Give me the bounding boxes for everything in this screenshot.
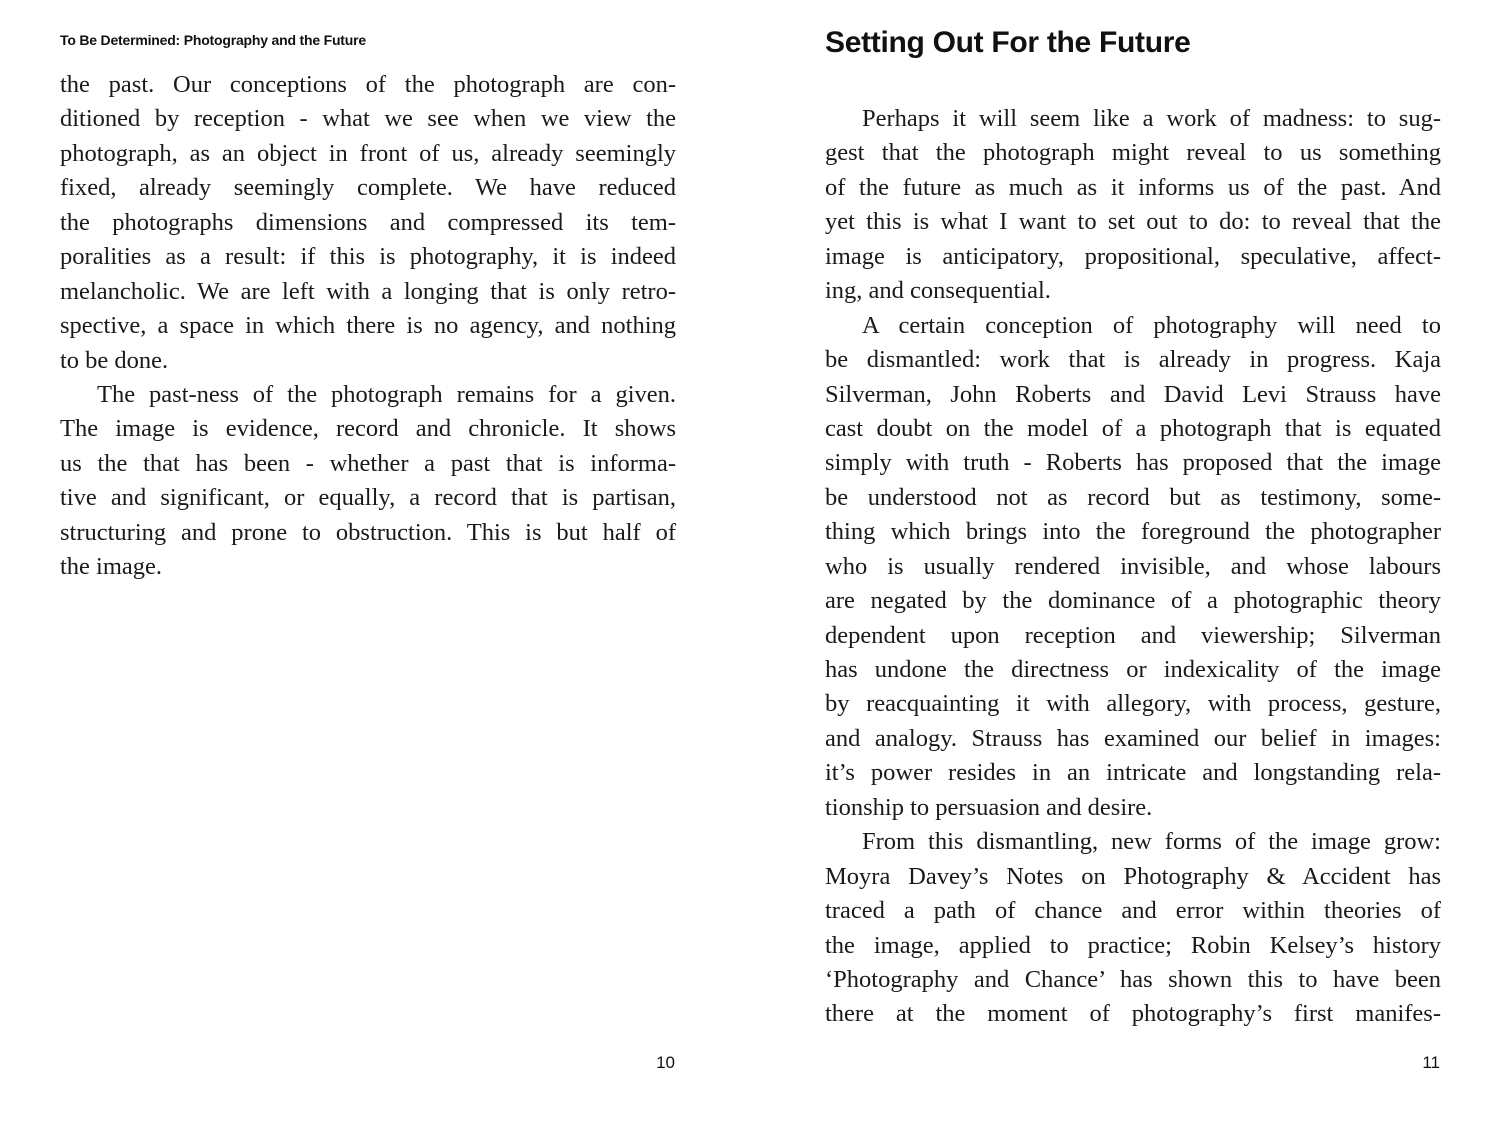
chapter-title: Setting Out For the Future xyxy=(825,26,1191,59)
text-line: ditioned by reception - what we see when we view the xyxy=(60,105,676,133)
text-line: thing which brings into the foreground the photographer xyxy=(825,518,1441,546)
text-line: simply with truth - Roberts has proposed that the image xyxy=(825,449,1441,477)
text-line: melancholic. We are left with a longing that is only retro- xyxy=(60,277,676,305)
text-line: be understood not as record but as testimony, some- xyxy=(825,483,1441,511)
text-line: be dismantled: work that is already in progress. Kaja xyxy=(825,346,1441,374)
text-line: Silverman, John Roberts and David Levi Strauss have xyxy=(825,380,1441,408)
text-line: yet this is what I want to set out to do: to reveal that the xyxy=(825,208,1441,236)
text-line: tionship to persuasion and desire. xyxy=(825,793,1153,821)
text-line: tive and significant, or equally, a record that is partisan, xyxy=(60,484,676,512)
text-line: photograph, as an object in front of us, already seemingly xyxy=(60,139,676,167)
text-line: the past. Our conceptions of the photograph are con- xyxy=(60,71,676,98)
text-line: the image, applied to practice; Robin Kelsey’s history xyxy=(825,931,1441,959)
text-line: poralities as a result: if this is photography, it is indeed xyxy=(60,243,676,271)
text-line: ‘Photography and Chance’ has shown this to have been xyxy=(825,965,1441,993)
text-line: cast doubt on the model of a photograph that is equated xyxy=(825,414,1441,442)
text-line: The past-ness of the photograph remains for a given. xyxy=(97,380,676,408)
text-line: to be done. xyxy=(60,346,169,374)
running-head: To Be Determined: Photography and the Future xyxy=(60,32,366,48)
text-line: us the that has been - whether a past that is informa- xyxy=(60,449,676,477)
text-line: by reacquainting it with allegory, with process, gesture, xyxy=(825,690,1441,718)
text-line: ing, and consequential. xyxy=(825,277,1051,305)
text-line: the photographs dimensions and compressed its tem- xyxy=(60,208,676,236)
page-number: 11 xyxy=(1422,1053,1440,1072)
right-page xyxy=(750,0,1500,1125)
page-number: 10 xyxy=(656,1053,675,1072)
text-line: Perhaps it will seem like a work of madness: to sug- xyxy=(862,105,1441,132)
text-line: it’s power resides in an intricate and longstanding rela- xyxy=(825,759,1441,787)
text-line: of the future as much as it informs us of the past. And xyxy=(825,173,1441,201)
text-line: Moyra Davey’s Notes on Photography & Accident has xyxy=(825,862,1441,890)
text-line: traced a path of chance and error within theories of xyxy=(825,897,1441,925)
text-line: fixed, already seemingly complete. We have reduced xyxy=(60,174,676,202)
text-line: From this dismantling, new forms of the image grow: xyxy=(862,828,1441,856)
text-line: who is usually rendered invisible, and whose labours xyxy=(825,552,1441,580)
text-line: A certain conception of photography will need to xyxy=(862,311,1441,339)
text-line: structuring and prone to obstruction. This is but half of xyxy=(60,518,676,546)
body-text xyxy=(60,68,676,585)
text-line: spective, a space in which there is no agency, and nothing xyxy=(60,312,676,340)
text-line: there at the moment of photography’s first manifes- xyxy=(825,1000,1441,1028)
body-text xyxy=(825,102,1441,1032)
text-line: has undone the directness or indexicality of the image xyxy=(825,656,1441,683)
text-line: are negated by the dominance of a photographic theory xyxy=(825,587,1441,615)
text-line: and analogy. Strauss has examined our belief in images: xyxy=(825,724,1441,752)
text-line: The image is evidence, record and chronicle. It shows xyxy=(60,415,676,443)
text-line: the image. xyxy=(60,553,163,581)
text-line: gest that the photograph might reveal to us something xyxy=(825,139,1441,167)
text-line: image is anticipatory, propositional, speculative, affect- xyxy=(825,242,1441,270)
text-line: dependent upon reception and viewership; Silverman xyxy=(825,621,1441,649)
